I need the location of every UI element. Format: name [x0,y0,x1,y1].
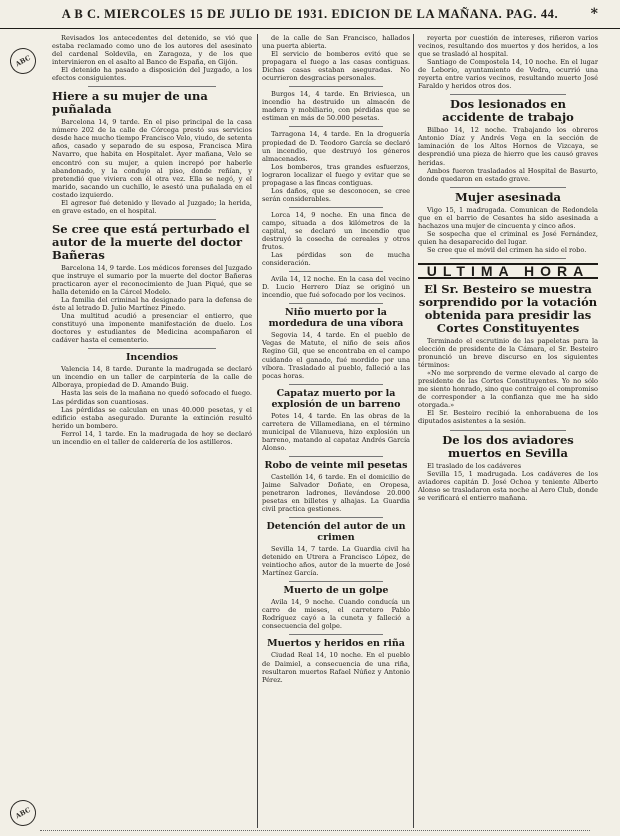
article-paragraph: Barcelona 14, 9 tarde. Los médicos forenses del Juzgado que instruye el sumario por la muerte del doctor Bañeras practicaron ayer el reconocimiento de Juan Piqué, que se halla detenido en la Cárcel Modelo. [52,263,252,296]
article [262,34,410,82]
article-separator [450,94,565,95]
stamp-top: ABC [5,43,40,78]
article-headline: Robo de veinte mil pesetas [264,459,408,471]
article [262,130,410,202]
article [418,191,598,254]
article-headline: Hiere a su mujer de una puñalada [52,89,208,117]
article-headline: El Sr. Besteiro se muestra sorprendido por la votación obtenida para presidir las Cortes Constituyentes [418,281,598,335]
article [52,352,252,445]
article-separator [88,219,216,220]
article-paragraph: Tarragona 14, 4 tarde. En la droguería propiedad de D. Teodoro García se declaró un incendio, que destruyó los géneros almacenados. [262,130,410,163]
column-1 [52,34,252,829]
article-separator [289,271,384,272]
article-paragraph: Lorca 14, 9 noche. En una finca de campo, situada a dos kilómetros de la capital, se declaró un incendio que destruyó la cosecha de cereales y otros frutos. [262,210,410,252]
header-title: A B C. MIERCOLES 15 DE JULIO DE 1931. EDICION DE LA MAÑANA. PAG. 44. [61,6,559,21]
article [52,90,252,215]
article [262,275,410,299]
article-paragraph: Ambos fueron trasladados al Hospital de Basurto, donde quedaron en estado grave. [418,166,598,183]
article-paragraph: Avila 14, 12 noche. En la casa del vecino D. Lucio Herrero Díaz se originó un incendio, que fué sofocado por los vecinos. [262,275,410,300]
article-paragraph: «No me sorprendo de verme elevado al cargo de presidente de las Cortes Constituyentes. Yo no sólo me siento honrado, sino que contraigo el compromiso de corresponder a la confianza que me ha sido otorgada.» [418,369,598,410]
header-marker: * [590,6,598,22]
article-separator [289,126,384,127]
article-paragraph: Ciudad Real 14, 10 noche. En el pueblo de Daimiel, a consecuencia de una riña, resultaron muertos Rafael Núñez y Antonio Pérez. [262,651,410,684]
page-header [0,0,620,29]
article-paragraph: Santiago de Compostela 14, 10 noche. En el lugar de Leborio, ayuntamiento de Vedra, ocurrió una reyerta entre varios vecinos, resultando muerto José Faraldo y heridos otros dos. [418,58,598,91]
article-paragraph: Revisados los antecedentes del detenido, se vió que estaba reclamado como uno de los autores del asesinato del cardenal Soldevila, en Zaragoza, y de los que intervinieron en el asalto al Banco de España, en Gijón. [52,34,252,67]
article [418,34,598,90]
article-paragraph: Las pérdidas se calculan en unas 40.000 pesetas, y el edificio estaba asegurado. Durante la extinción resultó herido un bombero. [52,405,252,430]
article-headline: De los dos aviadores muertos en Sevilla [442,432,574,460]
article-paragraph: Hasta las seis de la mañana no quedó sofocado el fuego. Las pérdidas son cuantiosas. [52,389,252,406]
article-paragraph: Barcelona 14, 9 tarde. En el piso principal de la casa número 202 de la calle de Córcega prestó sus servicios desde hace mucho tiempo Francisco Velo, viudo, de setenta años, casado y separado de su esposa, Francisca Mira Navarro, que habita en Hospitalet. Ayer mañana, Velo se encontró con su mujer, a quien increpó por haberle abandonado, y la condujo al piso, donde reñían, y pretendió que viviera con él otra vez. Ella se negó, y el marido, sacando un cuchillo, le asestó una puñalada en el costado izquierdo. [52,118,252,199]
article [262,90,410,122]
article-separator [450,258,565,259]
article-paragraph: Se sospecha que el criminal es José Fernández, quien ha desaparecido del lugar. [418,229,598,246]
article [418,98,598,182]
article-separator [289,456,384,457]
article-paragraph: Avila 14, 9 noche. Cuando conducía un carro de mieses, el carretero Pablo Rodríguez cayó a la cuneta y falleció a consecuencia del golpe. [262,598,410,631]
article-paragraph: El agresor fué detenido y llevado al Juzgado; la herida, en grave estado, en el hospital. [52,198,252,215]
article-paragraph: El servicio de bomberos evitó que se propagara el fuego a las casas contiguas. Dichas casas estaban aseguradas. No ocurrieron desgracias personales. [262,50,410,83]
article-headline: Detención del autor de un crimen [266,521,406,544]
article-paragraph: Terminado el escrutinio de las papeletas para la elección de presidente de la Cámara, el Sr. Besteiro pronunció un breve discurso en los siguientes términos: [418,336,598,370]
article-headline: Muertos y heridos en riña [267,638,405,650]
article-paragraph: La familia del criminal ha designado para la defensa de éste al letrado D. Julio Martínez Pinedo. [52,296,252,313]
article-separator [88,348,216,349]
article-separator [450,187,565,188]
article-headline: Mujer asesinada [454,189,562,204]
stamp-bottom: ABC [5,795,40,830]
article-paragraph: reyerta por cuestión de intereses, riñeron varios vecinos, resultando dos muertos y dos heridos, a los que se trasladó al hospital. [418,34,598,59]
article-separator [289,634,384,635]
article [262,460,410,513]
column-2 [262,34,410,829]
article-paragraph: Potes 14, 4 tarde. En las obras de la carretera de Villamediana, en el término municipal de Vilanueva, hizo explosión un barreno, matando al capataz Andrés García Alonso. [262,411,410,452]
article-paragraph: Segovia 14, 4 tarde. En el pueblo de Vegas de Matute, el niño de seis años Regino Gil, que se encontraba en el campo cuidando el ganado, fué mordido por una víbora. Trasladado al pueblo, falleció a las pocas horas. [262,331,410,380]
article-paragraph: El detenido ha pasado a disposición del Juzgado, a los efectos consiguientes. [52,66,252,83]
article-paragraph: El Sr. Besteiro recibió la enhorabuena de los diputados asistentes a la sesión. [418,409,598,426]
article-paragraph: Los daños, que se desconocen, se cree serán considerables. [262,186,410,203]
article-headline: Niño muerto por la mordedura de una víbora [268,307,404,330]
article-paragraph: Valencia 14, 8 tarde. Durante la madrugada se declaró un incendio en un taller de carpintería de la calle de Alboraya, propiedad de D. Amando Buig. [52,365,252,390]
article-paragraph: de la calle de San Francisco, hallados una puerta abierta. [262,34,410,51]
article-headline: Incendios [125,352,179,364]
article-headline: Se cree que está perturbado el autor de la muerte del doctor Bañeras [52,221,250,262]
article-paragraph: Las pérdidas son de mucha consideración. [262,251,410,268]
article [262,211,410,267]
article-paragraph: Sevilla 15, 1 madrugada. Los cadáveres de los aviadores capitán D. José Ochoa y teniente Alberto Alonso se trasladaron esta noche al Aero Club, donde se verificará el entierro mañana. [418,469,598,502]
article-paragraph: Sevilla 14, 7 tarde. La Guardia civil ha detenido en Utrera a Francisco López, de veintiocho años, autor de la muerte de José Martínez García. [262,545,410,578]
article [262,307,410,379]
article [262,521,410,577]
article-paragraph: Bilbao 14, 12 noche. Trabajando los obreros Antonio Díaz y Andrés Vega en la sección de laminación de los Altos Hornos de Vizcaya, se desprendió una pieza de hierro que les causó graves heridas. [418,126,598,167]
article-separator [289,86,384,87]
article-headline: Dos lesionados en accidente de trabajo [442,97,574,125]
article-paragraph: Burgos 14, 4 tarde. En Briviesca, un incendio ha destruido un almacén de madera y mobiliario, con pérdidas que se estiman en más de 50.000 pesetas. [262,90,410,123]
ultima-hora-banner: ULTIMA HORA [418,263,598,279]
column-rule-1 [257,34,258,828]
column-3 [418,34,598,829]
article-paragraph: Ferrol 14, 1 tarde. En la madrugada de hoy se declaró un incendio en el taller de calderería de los astilleros. [52,429,252,446]
footer-rule [40,830,590,834]
article-paragraph: Una multitud acudió a presenciar el entierro, que constituyó una imponente manifestación de duelo. Los doctores y estudiantes de Medicina acompañaron el cadáver hasta el cementerio. [52,312,252,345]
article-paragraph: El traslado de los cadáveres [427,461,522,470]
article [418,434,598,502]
article-headline: Muerto de un golpe [283,585,389,597]
article-separator [289,303,384,304]
article-paragraph: Se cree que el móvil del crimen ha sido el robo. [427,245,587,254]
article [52,223,252,344]
article-separator [88,86,216,87]
article-paragraph: Castellón 14, 6 tarde. En el domicilio de Jaime Salvador Doñate, en Oropesa, penetraron ladrones, llevándose 20.000 pesetas en billetes y alhajas. La Guardia civil practica gestiones. [262,472,410,514]
article-paragraph: Vigo 15, 1 madrugada. Comunican de Redondela que en el barrio de Cesantes ha sido asesinada a hachazos una mujer de cincuenta y cinco años. [418,205,598,230]
article-paragraph: Los bomberos, tras grandes esfuerzos, lograron localizar el fuego y evitar que se propagase a las fincas contiguas. [262,162,410,187]
article [262,585,410,630]
article-separator [289,384,384,385]
article-separator [289,207,384,208]
article-separator [289,517,384,518]
article-separator [450,430,565,431]
article-separator [289,581,384,582]
column-rule-2 [413,34,414,828]
article [262,388,410,452]
article [262,638,410,683]
article [418,283,598,426]
article-headline: Capataz muerto por la explosión de un barreno [271,387,401,410]
article [52,34,252,82]
